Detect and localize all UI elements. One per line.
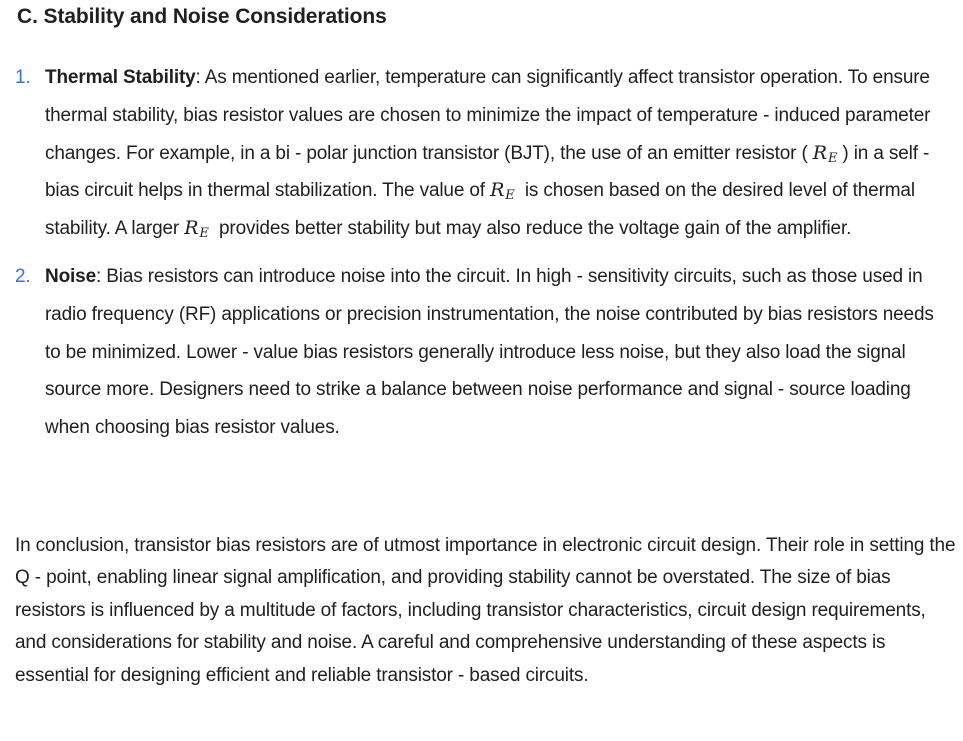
list-item-noise — [0, 258, 963, 447]
section-heading: C. Stability and Noise Considerations — [17, 5, 387, 28]
thermal-text-part-1: : As mentioned earlier, temperature can significantly affect transistor operation. To ensure thermal stability, bias resistor values are chosen to minimize the impact of temperature - induced parameter changes. For example, in a bi - polar junction transistor (BJT), the use of an emitter resistor ( — [45, 67, 931, 164]
math-re — [813, 142, 838, 164]
math-re — [184, 217, 209, 242]
math-subscript: E — [505, 188, 515, 204]
math-symbol: R — [812, 141, 827, 164]
thermal-text-part-3: is chosen based on the desired level of thermal stability. A larger — [45, 180, 915, 240]
conclusion-paragraph: In conclusion, transistor bias resistors are of utmost importance in electronic circuit design. Their role in setting the Q - point, enabling linear signal amplification, and providing stability cannot be overstated. The size of bias resistors is influenced by a multitude of factors, including transistor characteristics, circuit design requirements, and considerations for stability and noise. A careful and comprehensive understanding of these aspects is essential for designing efficient and reliable transistor - based circuits. — [15, 535, 956, 686]
math-symbol: R — [184, 217, 199, 240]
list-item-thermal-stability — [0, 59, 963, 248]
math-subscript: E — [827, 150, 838, 166]
list-number: 1. — [15, 67, 31, 88]
term-thermal-stability: Thermal Stability — [45, 67, 196, 88]
thermal-text-part-4: provides better stability but may also reduce the voltage gain of the amplifier. — [213, 218, 852, 240]
math-subscript: E — [199, 226, 209, 242]
considerations-list — [0, 59, 963, 447]
noise-text: : Bias resistors can introduce noise into the circuit. In high - sensitivity circuits, such as those used in radio frequency (RF) applications or precision instrumentation, the noise contributed by bias resistors needs to be minimized. Lower - value bias resistors generally introduce less noise, but they also load the signal source more. Designers need to strike a balance between noise performance and signal - source loading when choosing bias resistor values. — [45, 265, 934, 439]
math-symbol: R — [490, 179, 505, 202]
math-re — [490, 179, 515, 204]
term-noise: Noise — [45, 265, 96, 287]
thermal-text-part-2: ) in a self - bias circuit helps in thermal stabilization. The value of — [45, 142, 930, 202]
list-number: 2. — [15, 265, 31, 287]
